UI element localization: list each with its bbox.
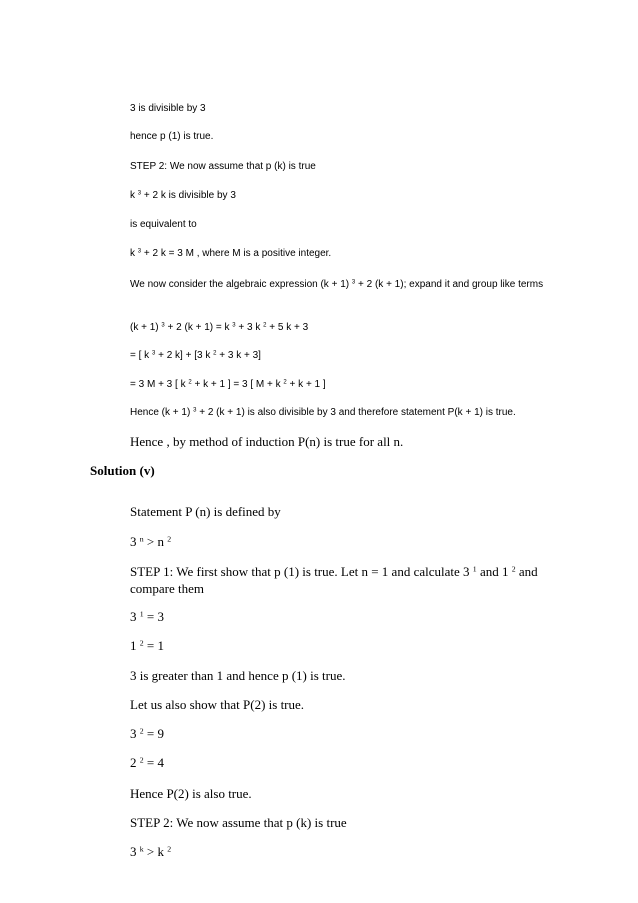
- equation-line: 1 $^2$ = 1: [130, 638, 164, 653]
- text-line: hence p (1) is true.: [130, 131, 214, 142]
- equation-line: (k + 1) $^3$ + 2 (k + 1) = k $^3$ + 3 k $^2$ + 5 k + 3: [130, 322, 309, 333]
- conclusion-line: Hence (k + 1) $^3$ + 2 (k + 1) is also divisible by 3 and therefore statement P(k + 1) is true.: [130, 407, 516, 418]
- section-heading: Solution (v): [90, 463, 155, 478]
- equation-line: 3 $^k$ > k $^2$: [130, 844, 172, 859]
- paragraph: STEP 1: We first show that p (1) is true. Let n = 1 and calculate 3 $^1$ and 1 $^2$ and compare them: [130, 564, 538, 596]
- text-line: STEP 2: We now assume that p (k) is true: [130, 815, 347, 830]
- equation-line: 2 $^2$ = 4: [130, 755, 164, 770]
- text-line: Let us also show that P(2) is true.: [130, 697, 305, 712]
- equation-line: k $^3$ + 2 k = 3 M , where M is a positive integer.: [130, 248, 332, 259]
- text-line: Statement P (n) is defined by: [130, 504, 281, 519]
- conclusion-line: Hence , by method of induction P(n) is true for all n.: [130, 434, 404, 449]
- text-line: is equivalent to: [130, 219, 197, 230]
- text-line: 3 is greater than 1 and hence p (1) is true.: [130, 668, 346, 683]
- equation-line: k $^3$ + 2 k is divisible by 3: [130, 190, 236, 201]
- text-line: Hence P(2) is also true.: [130, 786, 252, 801]
- equation-line: = 3 M + 3 [ k $^2$ + k + 1 ] = 3 [ M + k $^2$ + k + 1 ]: [130, 379, 326, 390]
- equation-line: 3 $^n$ > n $^2$: [130, 534, 172, 549]
- equation-line: 3 $^2$ = 9: [130, 726, 164, 741]
- paragraph: We now consider the algebraic expression (k + 1) $^3$ + 2 (k + 1); expand it and group like terms: [130, 279, 544, 290]
- text-line: STEP 2: We now assume that p (k) is true: [130, 161, 316, 172]
- equation-line: = [ k $^3$ + 2 k] + [3 k $^2$ + 3 k + 3]: [130, 350, 261, 361]
- equation-line: 3 $^1$ = 3: [130, 609, 164, 624]
- text-line: 3 is divisible by 3: [130, 103, 206, 114]
